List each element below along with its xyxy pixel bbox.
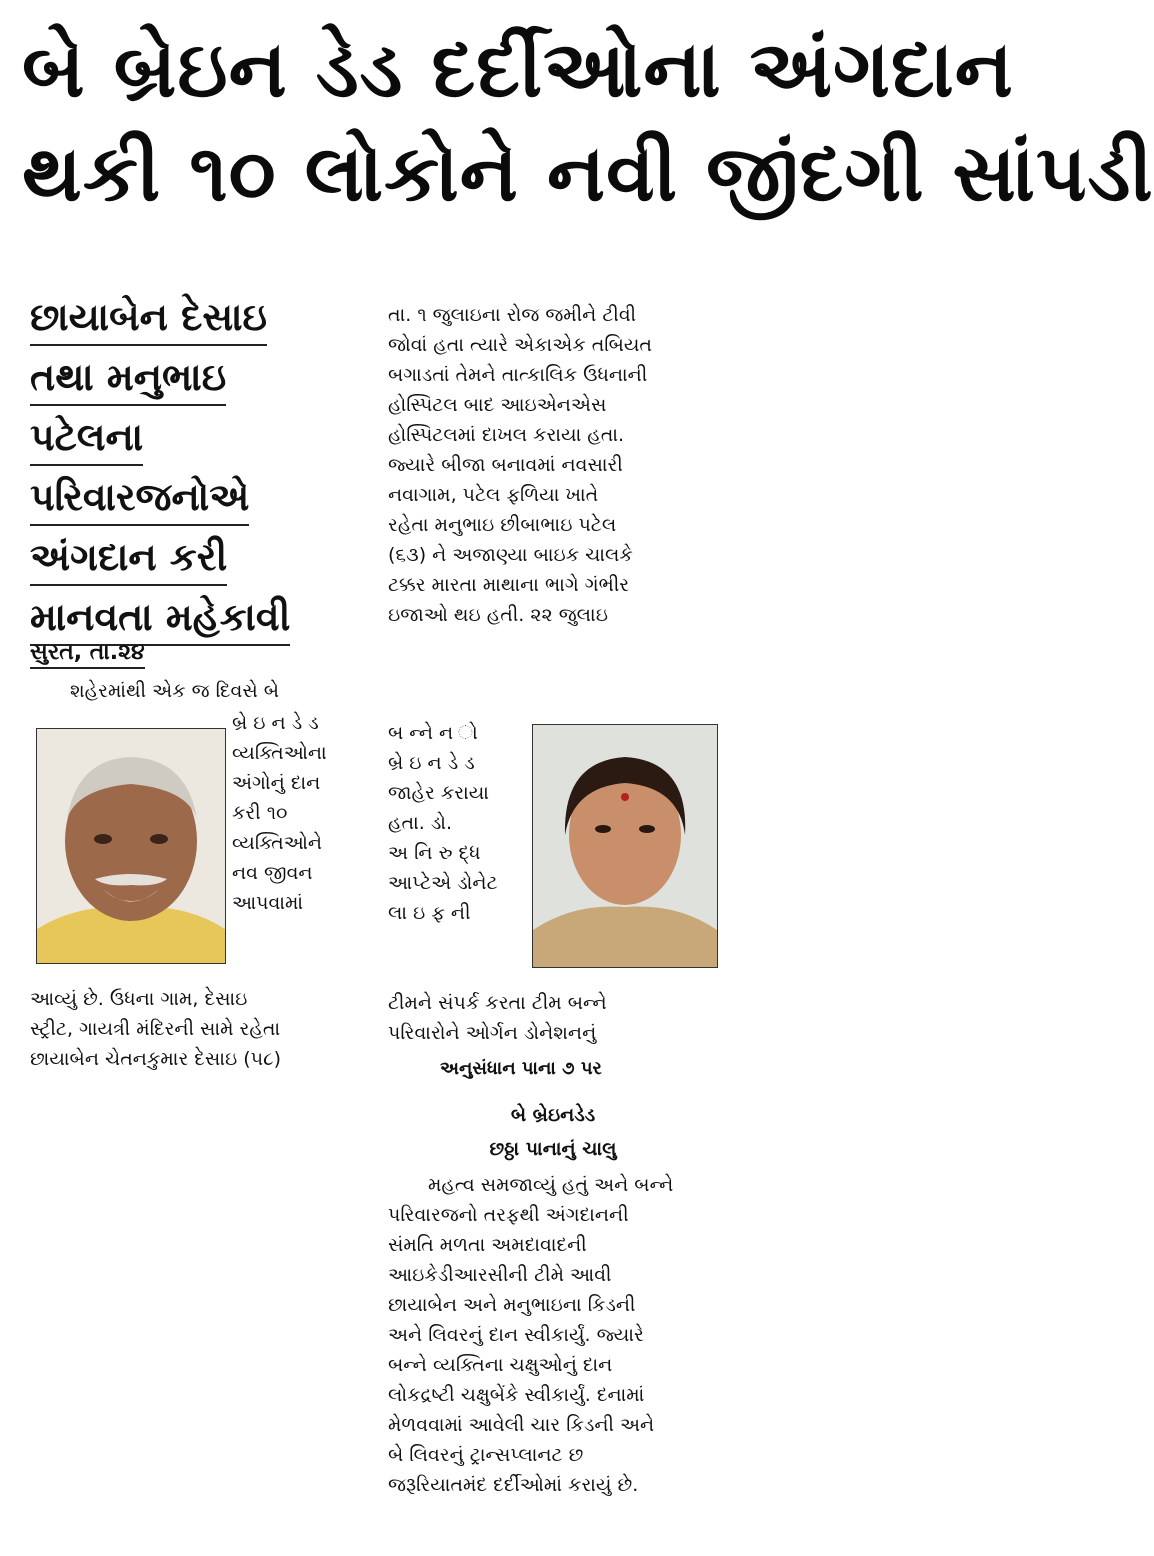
text-line: ટીમને સંપર્ક કરતા ટીમ બન્ને [388,992,607,1014]
text-line: જાહેર કરાયા [388,782,489,804]
text-line: આઇકેડીઆરસીની ટીમે આવી [388,1264,612,1286]
text-line: ટક્કર મારતા માથાના ભાગે ગંભીર [388,574,630,596]
text-line: જરૂરિયાતમંદ દર્દીઓમાં કરાયું છે. [388,1474,639,1496]
continued-subtitle: છઠ્ઠા પાનાનું ચાલુ [489,1138,617,1160]
text-line: છાયાબેન અને મનુભાઇના કિડની [388,1294,636,1316]
text-line: લા ઇ ફ ની [388,902,471,924]
subhead-line: પટેલના [30,410,143,466]
text-line: મહત્વ સમજાવ્યું હતું અને બન્ને [428,1174,674,1196]
subhead-line: છાયાબેન દેસાઇ [30,290,267,346]
headline-line-1: બે બ્રેઇન ડેડ દર્દીઓના અંગદાન [22,25,1014,115]
text-line: કરી ૧૦ [232,802,288,824]
headline-line-2: થકી ૧૦ લોકોને નવી જીંદગી સાંપડી [22,129,1154,219]
text-line: વ્યક્તિઓના [232,742,327,764]
left-bottom-column [30,984,364,1074]
left-narrow-column [232,708,360,918]
text-line: બગાડતાં તેમને તાત્કાલિક ઉધનાની [388,364,648,386]
text-line: નવાગામ, પટેલ ફળિયા ખાતે [388,484,599,506]
photo-man [36,728,226,964]
text-line: મેળવવામાં આવેલી ચાર કિડની અને [388,1414,655,1436]
text-line: સ્ટ્રીટ, ગાયત્રી મંદિરની સામે રહેતા [30,1018,281,1040]
text-line: અંગોનું દાન [232,772,321,794]
text-line: નવ જીવન [232,862,313,884]
text-line: પરિવારોને ઓર્ગન ડોનેશનનું [388,1022,597,1044]
text-line: બન્ને વ્યક્તિના ચક્ષુઓનું દાન [388,1354,613,1376]
right-column-after [388,988,718,1048]
continuation-note: અનુસંધાન પાના ૭ પર [440,1058,602,1079]
text-line: વ્યક્તિઓને [232,832,323,854]
subhead-line: તથા મનુભાઇ [30,350,226,406]
man-portrait-icon [37,729,225,963]
subhead-line: માનવતા મહેકાવી [30,590,290,646]
subhead-line: અંગદાન કરી [30,530,227,586]
text-line: બે લિવરનું ટ્રાન્સપ્લાનટ છ [388,1444,584,1466]
text-line: બ્રે ઇ ન ડે ડ [232,712,319,734]
text-line: લોકદ્રષ્ટી ચક્ષુબેંકે સ્વીકાર્યું. દનામાં [388,1384,645,1406]
text-line: અને લિવરનું દાન સ્વીકાર્યું. જ્યારે [388,1324,644,1346]
subhead-line: પરિવારજનોએ [30,470,249,526]
text-line: બ્રે ઇ ન ડે ડ [388,752,475,774]
subheadline [30,290,360,650]
text-line: અ નિ રુ દ્ધ [388,842,481,864]
continued-column [388,1170,718,1500]
text-line: હોસ્પિટલ બાદ આઇએનએસ [388,394,607,416]
text-line: આવ્યું છે. ઉધના ગામ, દેસાઇ [30,988,248,1010]
text-line: સંમતિ મળતા અમદાવાદની [388,1234,587,1256]
text-line: રહેતા મનુભાઇ છીબાભાઇ પટેલ [388,514,617,536]
headline [22,18,1154,226]
text-line: આપ્ટેએ ડોનેટ [388,872,498,894]
continued-title: બે બ્રેઇનડેડ [510,1104,596,1126]
text-line: છાયાબેન ચેતનકુમાર દેસાઇ (૫૮) [30,1048,281,1070]
text-line: જોવાં હતા ત્યારે એકાએક તબિયત [388,334,652,356]
right-column-top [388,300,718,630]
dateline: સુરત, તા.૨૪ [30,640,145,669]
text-line: બ ન્ને ન ો [388,722,478,744]
text-line: હતા. ડો. [388,812,453,834]
text-line: તા. ૧ જુલાઇના રોજ જમીને ટીવી [388,304,637,326]
left-intro: શહેરમાંથી એક જ દિવસે બે [70,680,280,702]
text-line: હોસ્પિટલમાં દાખલ કરાયા હતા. [388,424,625,446]
text-line: (૬૩) ને અજાણ્યા બાઇક ચાલકે [388,544,633,566]
woman-portrait-icon [533,725,717,967]
text-line: ઇજાઓ થઇ હતી. ૨૨ જુલાઇ [388,604,608,626]
text-line: આપવામાં [232,892,304,914]
right-narrow-column [388,718,528,928]
text-line: જ્યારે બીજા બનાવમાં નવસારી [388,454,623,476]
text-line: પરિવારજનો તરફથી અંગદાનની [388,1204,629,1226]
photo-woman [532,724,718,968]
